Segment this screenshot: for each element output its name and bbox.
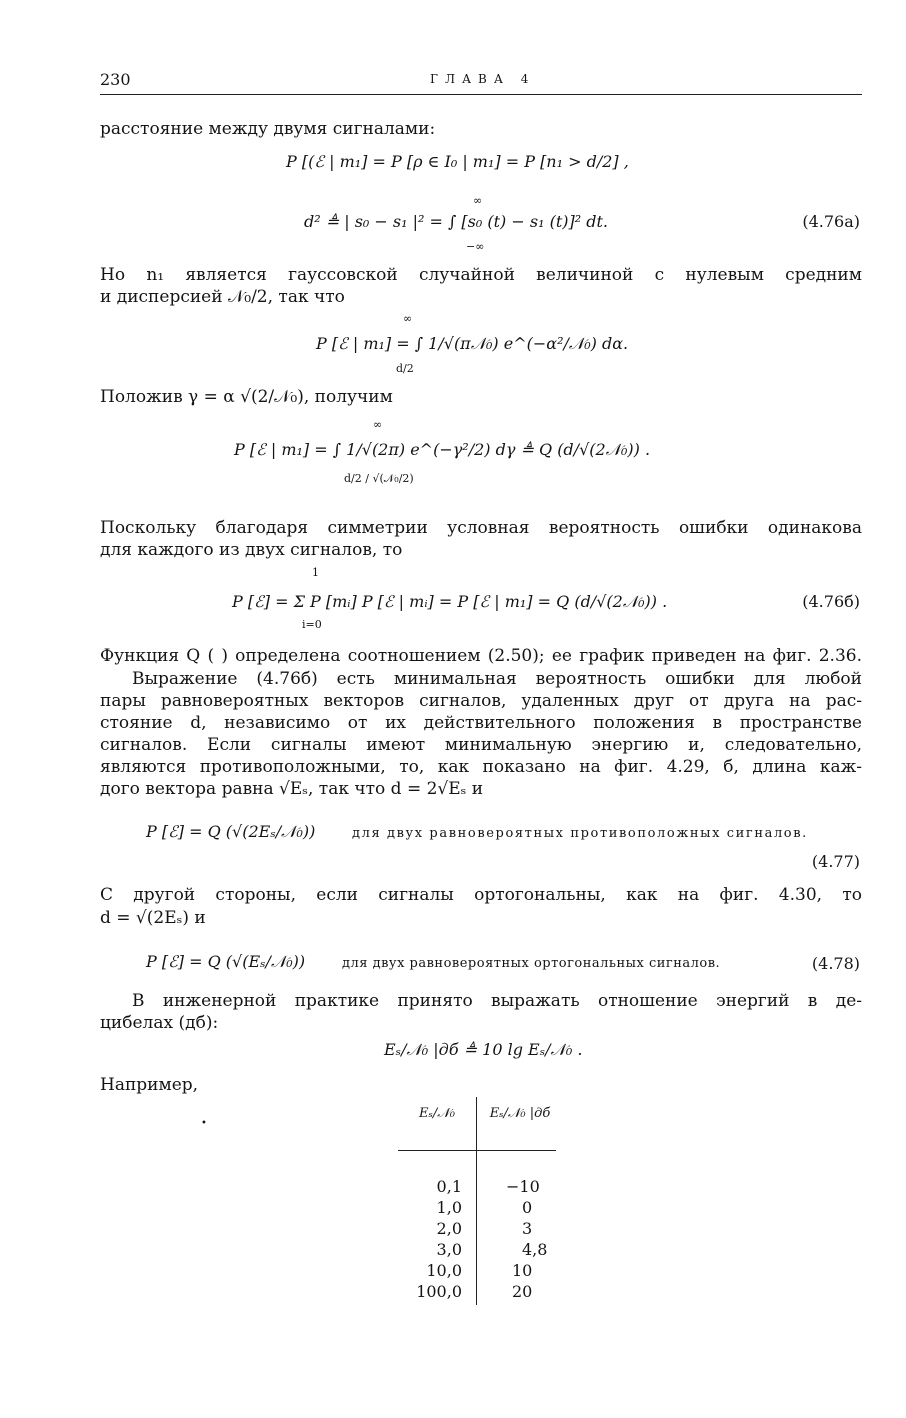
table-col1-row-3: 2,0 bbox=[436, 1219, 462, 1238]
equation-7: P [ℰ] = Q (√(Eₛ/𝒩₀)) bbox=[146, 952, 306, 971]
equation-2: d² ≜ | s₀ − s₁ |² = ∫ [s₀ (t) − s₁ (t)]² dt. bbox=[304, 212, 608, 231]
eq5-lower-limit: i=0 bbox=[302, 618, 322, 631]
para-9: Например, bbox=[100, 1075, 199, 1095]
eqnum-477: (4.77) bbox=[811, 852, 860, 871]
table-col2-row-3: 3 bbox=[522, 1219, 533, 1238]
equation-8: Eₛ/𝒩₀ |дб ≜ 10 lg Eₛ/𝒩₀ . bbox=[384, 1040, 583, 1059]
para-7-line-1: С другой стороны, если сигналы ортогональны, как на фиг. 4.30, то bbox=[100, 885, 862, 905]
page-number: 230 bbox=[100, 70, 131, 89]
table-header-rule bbox=[398, 1150, 556, 1151]
eqnum-478: (4.78) bbox=[811, 954, 860, 973]
table-col2-header: Eₛ/𝒩₀ |дб bbox=[489, 1106, 551, 1121]
table-col1-header: Eₛ/𝒩₀ bbox=[419, 1106, 455, 1121]
para-intro: расстояние между двумя сигналами: bbox=[100, 119, 436, 139]
para-8-line-1: В инженерной практике принято выражать отношение энергий в де- bbox=[132, 991, 862, 1011]
eq5-upper-limit: 1 bbox=[312, 566, 319, 579]
para-6-line-3: стояние d, независимо от их действительного положения в пространстве bbox=[100, 713, 862, 733]
table-col2-row-2: 0 bbox=[522, 1198, 533, 1217]
header-rule bbox=[100, 94, 862, 95]
para-2-line-2: и дисперсией 𝒩₀/2, так что bbox=[100, 287, 345, 307]
chapter-title: ГЛАВА 4 bbox=[430, 72, 536, 86]
stray-mark: • bbox=[201, 1118, 207, 1129]
para-8-line-2: цибелах (дб): bbox=[100, 1013, 219, 1033]
para-6-line-5: являются противоположными, то, как показано на фиг. 4.29, б, длина каж- bbox=[100, 757, 862, 777]
table-col1-row-5: 10,0 bbox=[426, 1261, 462, 1280]
eq3-upper-limit: ∞ bbox=[403, 312, 413, 325]
para-4-line-1: Поскольку благодаря симметрии условная вероятность ошибки одинакова bbox=[100, 518, 862, 538]
eqnum-476a: (4.76а) bbox=[802, 212, 860, 231]
table-col2-row-1: −10 bbox=[506, 1177, 540, 1196]
para-2-line-1: Но n₁ является гауссовской случайной величиной с нулевым средним bbox=[100, 265, 862, 285]
equation-5: P [ℰ] = Σ P [mᵢ] P [ℰ | mᵢ] = P [ℰ | m₁] = Q (d/√(2𝒩₀)) . bbox=[232, 592, 668, 611]
table-col1-row-2: 1,0 bbox=[436, 1198, 462, 1217]
table-col1-row-1: 0,1 bbox=[436, 1177, 462, 1196]
table-col2-row-6: 20 bbox=[512, 1282, 533, 1301]
table-vertical-rule bbox=[476, 1097, 477, 1305]
equation-4: P [ℰ | m₁] = ∫ 1/√(2π) e^(−γ²/2) dγ ≜ Q (d/√(2𝒩₀)) . bbox=[234, 440, 651, 459]
table-col2-row-4: 4,8 bbox=[522, 1240, 548, 1259]
eq7-label: для двух равновероятных ортогональных сигналов. bbox=[342, 956, 721, 971]
eq2-lower-limit: −∞ bbox=[466, 240, 485, 253]
eq4-upper-limit: ∞ bbox=[373, 418, 383, 431]
table-col2-row-5: 10 bbox=[512, 1261, 533, 1280]
para-6-line-4: сигналов. Если сигналы имеют минимальную энергию и, следовательно, bbox=[100, 735, 862, 755]
para-5: Функция Q ( ) определена соотношением (2.50); ее график приведен на фиг. 2.36. bbox=[100, 646, 862, 666]
eq6-label: для двух равновероятных противоположных сигналов. bbox=[352, 826, 808, 841]
table-col1-row-6: 100,0 bbox=[416, 1282, 462, 1301]
equation-1: P [(ℰ | m₁] = P [ρ ∈ I₀ | m₁] = P [n₁ > d/2] , bbox=[286, 152, 629, 171]
para-7-line-2: d = √(2Eₛ) и bbox=[100, 908, 206, 928]
para-4-line-2: для каждого из двух сигналов, то bbox=[100, 540, 403, 560]
eq4-lower-limit: d/2 / √(𝒩₀/2) bbox=[344, 472, 414, 485]
equation-3: P [ℰ | m₁] = ∫ 1/√(π𝒩₀) e^(−α²/𝒩₀) dα. bbox=[316, 334, 629, 353]
para-6-line-1: Выражение (4.76б) есть минимальная вероятность ошибки для любой bbox=[132, 669, 862, 689]
table-col1-row-4: 3,0 bbox=[436, 1240, 462, 1259]
eq2-upper-limit: ∞ bbox=[473, 194, 483, 207]
eqnum-476b: (4.76б) bbox=[802, 592, 860, 611]
eq3-lower-limit: d/2 bbox=[396, 362, 414, 375]
equation-6: P [ℰ] = Q (√(2Eₛ/𝒩₀)) bbox=[146, 822, 316, 841]
para-6-line-6: дого вектора равна √Eₛ, так что d = 2√Eₛ и bbox=[100, 779, 484, 799]
para-3: Положив γ = α √(2/𝒩₀), получим bbox=[100, 387, 393, 407]
para-6-line-2: пары равновероятных векторов сигналов, удаленных друг от друга на рас- bbox=[100, 691, 862, 711]
